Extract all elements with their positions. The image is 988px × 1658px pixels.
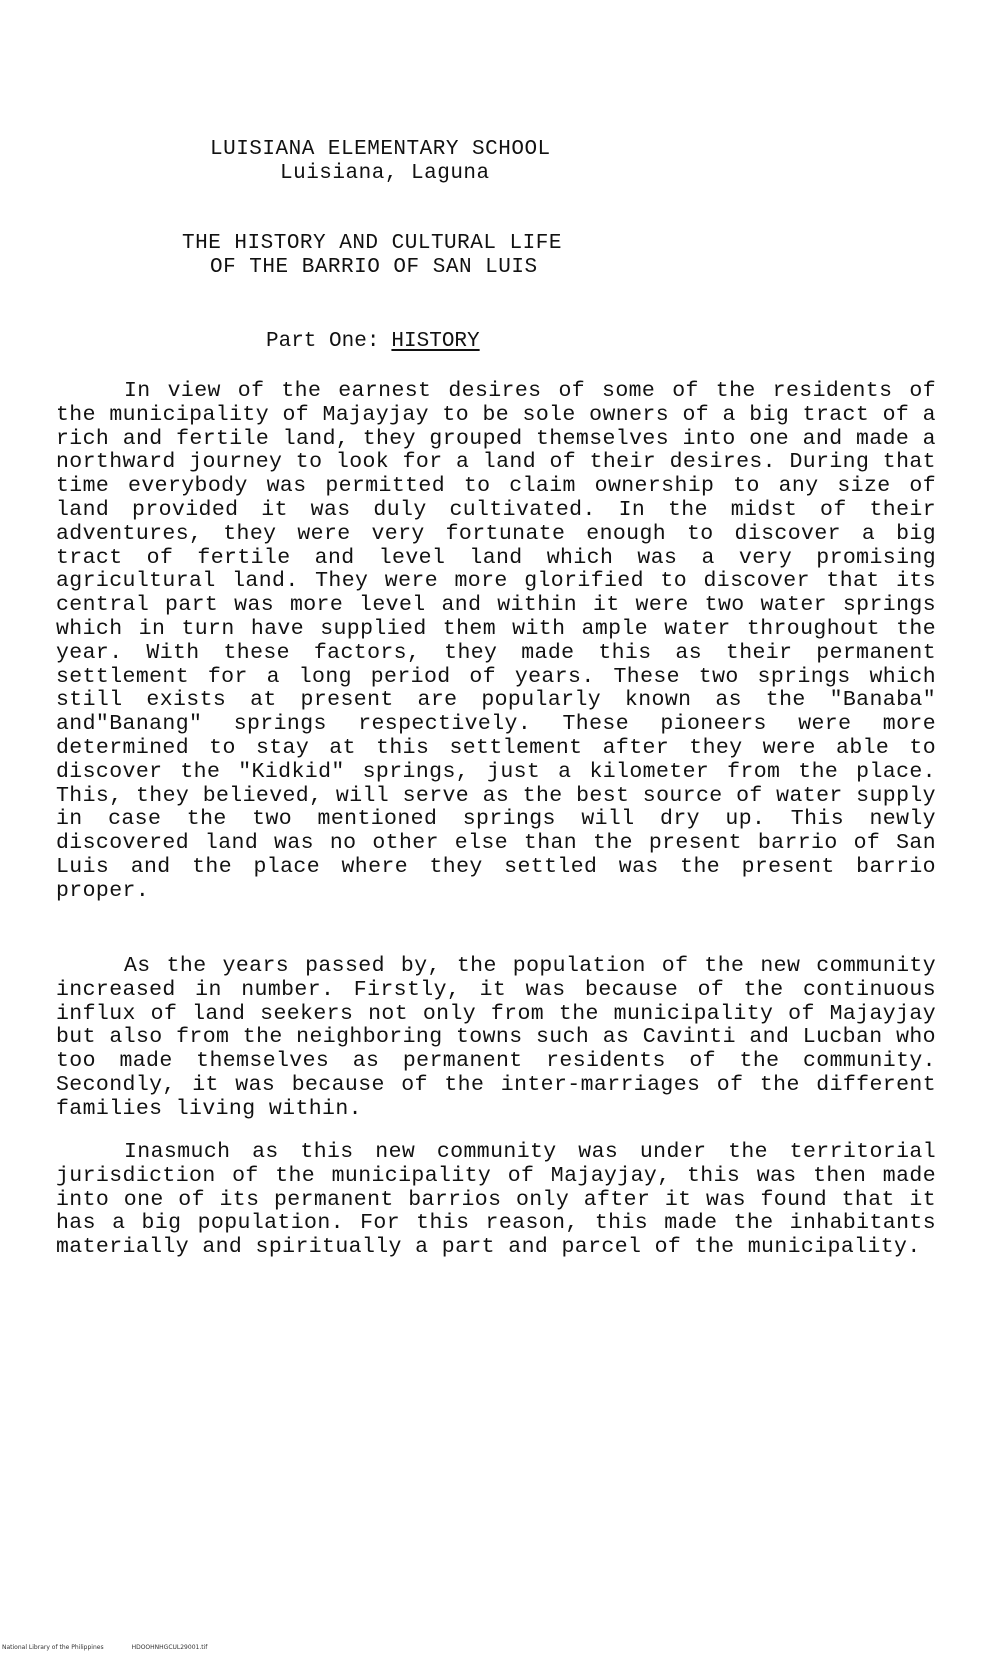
footer-filename: HDOOHNHGCUL29001.tif [131, 1644, 208, 1651]
scan-footer [2, 1644, 207, 1651]
school-name: LUISIANA ELEMENTARY SCHOOL [210, 138, 551, 161]
footer-library: National Library of the Philippines [2, 1644, 104, 1651]
body-paragraph: Inasmuch as this new community was under the territorial jurisdiction of the municipality of Majayjay, this was then made into one of its permanent barrios only after it was found that it has a big population. For this reason, this made the inhabitants materially and spiritually a part and parcel of the municipality. [56, 1140, 936, 1260]
body-paragraph: In view of the earnest desires of some of the residents of the municipality of Majayjay to be sole owners of a big tract of a rich and fertile land, they grouped themselves into one and made a northward journey to look for a land of their desires. During that time everybody was permitted to claim ownership to any size of land provided it was duly cultivated. In the midst of their adventures, they were very fortunate enough to discover a big tract of fertile and level land which was a very promising agricultural land. They were more glorified to discover that its central part was more level and within it were two water springs which in turn have supplied them with ample water throughout the year. With these factors, they made this as their permanent settlement for a long period of years. These two springs which still exists at present are popularly known as the "Banaba" and"Banang" springs respectively. These pioneers were more determined to stay at this settlement after they were able to discover the "Kidkid" springs, just a kilometer from the place. This, they believed, will serve as the best source of water supply in case the two mentioned springs will dry up. This newly discovered land was no other else than the present barrio of San Luis and the place where they settled was the present barrio proper. [56, 379, 936, 903]
section-heading [266, 330, 480, 353]
school-location: Luisiana, Laguna [280, 162, 490, 185]
document-title-line-1: THE HISTORY AND CULTURAL LIFE [182, 232, 562, 255]
section-prefix: Part One: [266, 330, 380, 353]
section-title: HISTORY [391, 330, 480, 353]
document-title-line-2: OF THE BARRIO OF SAN LUIS [210, 256, 538, 279]
body-paragraph: As the years passed by, the population of the new community increased in number. Firstly, it was because of the continuous influx of land seekers not only from the municipality of Majayjay but also from the neighboring towns such as Cavinti and Lucban who too made themselves as permanent residents of the community. Secondly, it was because of the inter-marriages of the different families living within. [56, 954, 936, 1121]
